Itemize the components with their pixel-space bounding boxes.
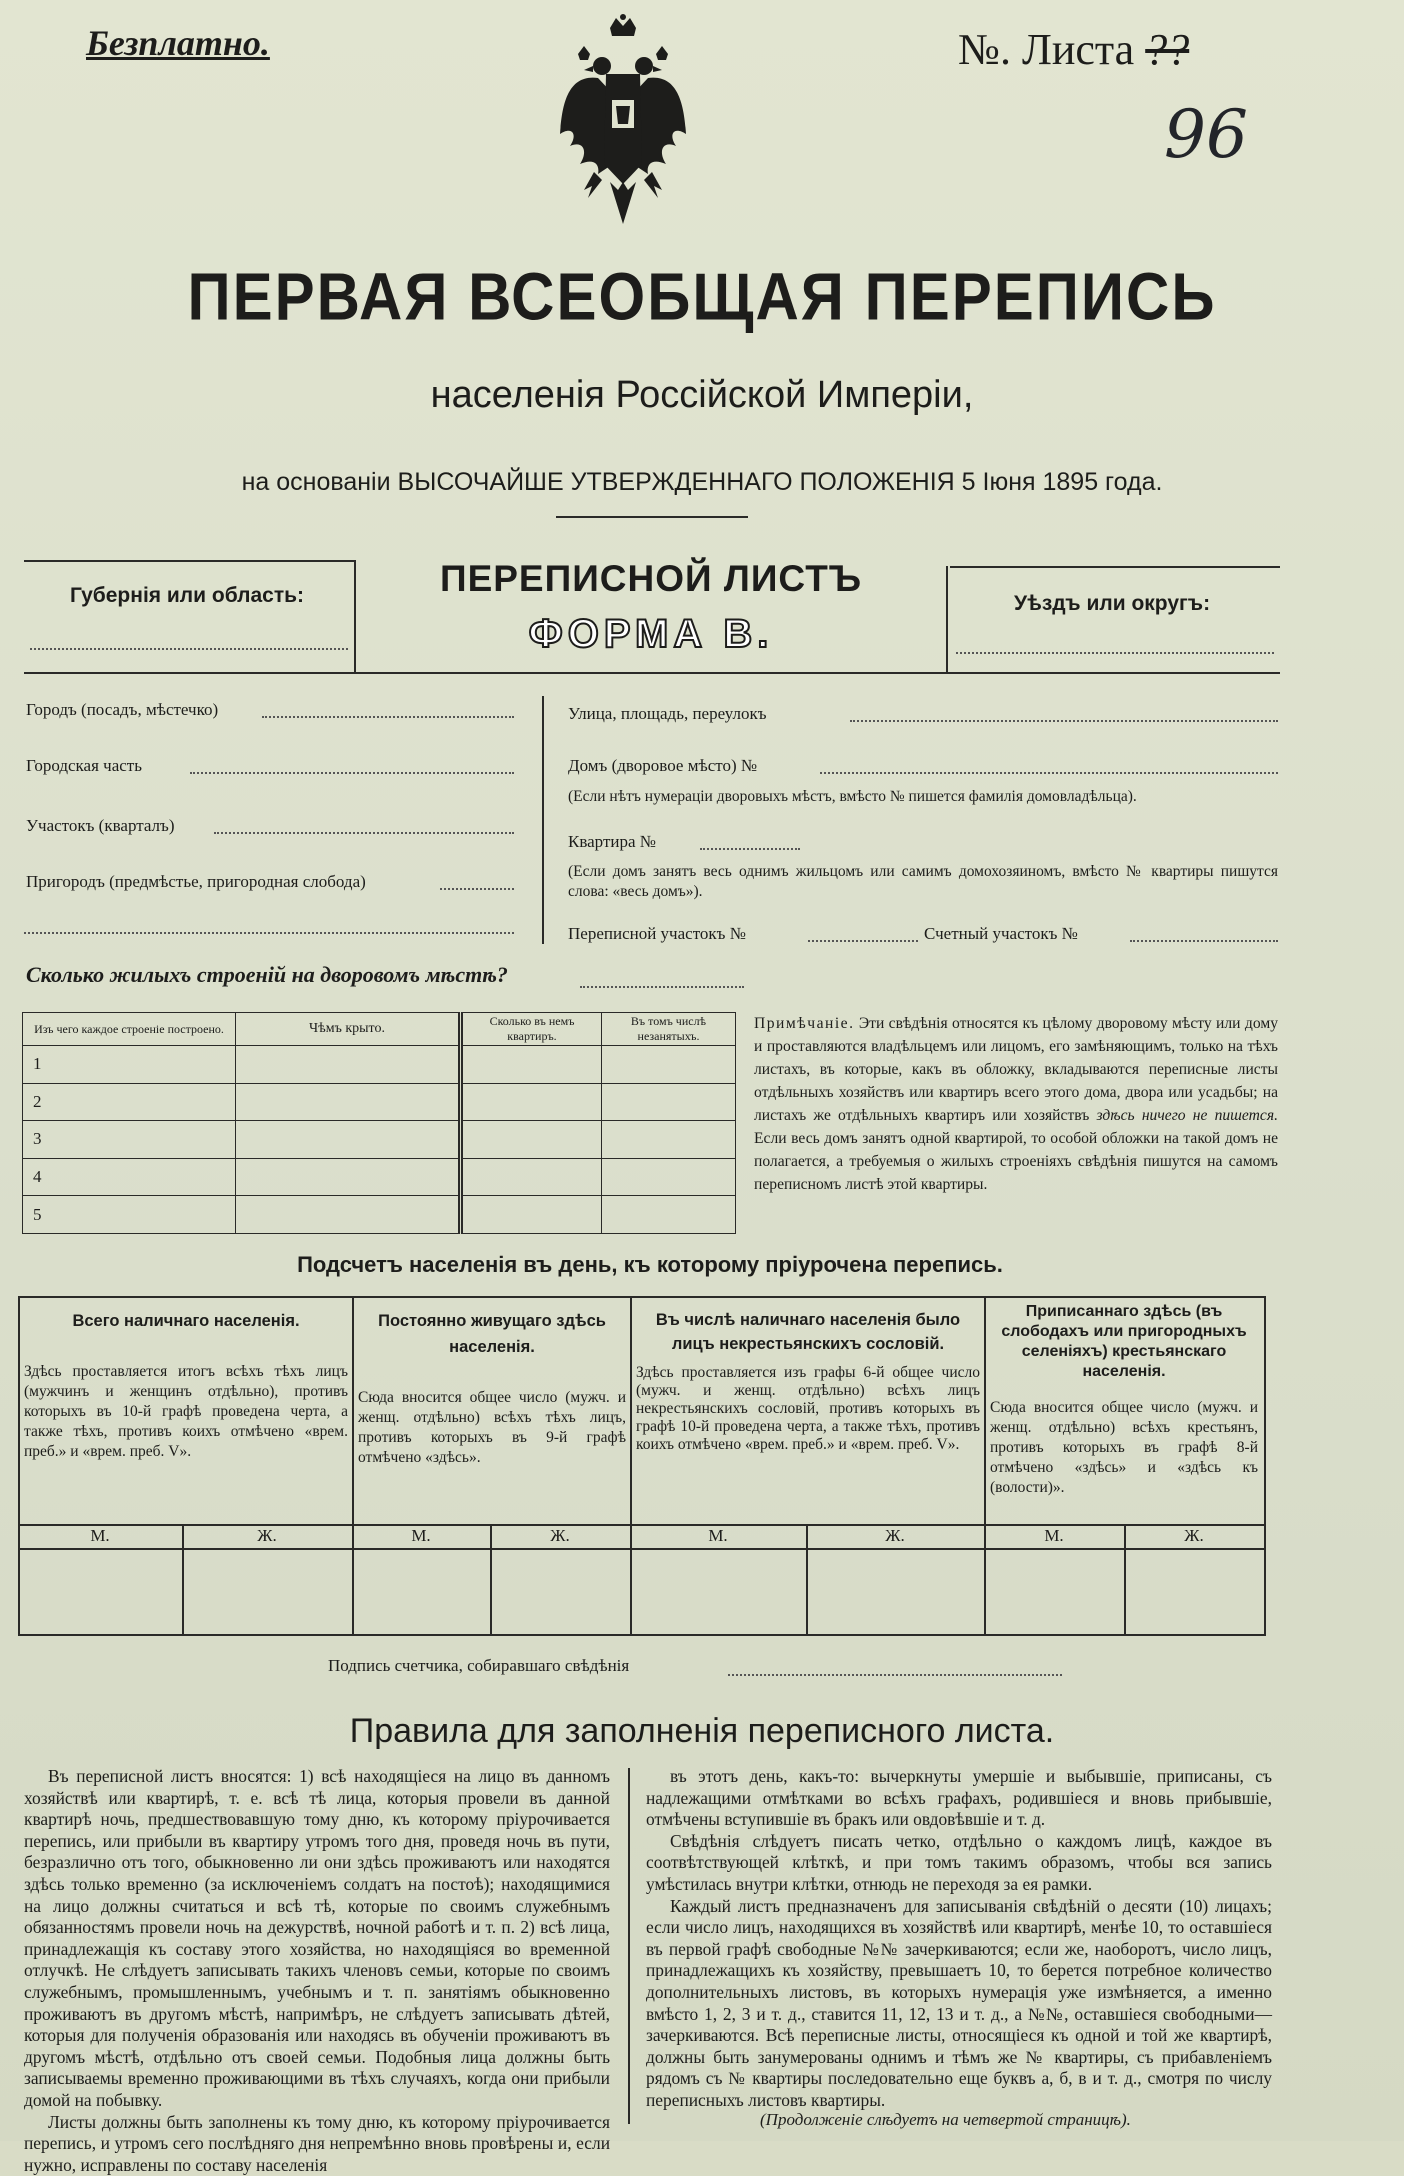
count-col-body: Здѣсь проставляется изъ графы 6-й общее число (мужч. и женщ. отдѣльно) всѣхъ лицъ некрестьянскихъ сословій, противъ которыхъ въ графѣ 10-й проведена черта, а также тѣхъ, противъ коихъ отмѣчено «врем. преб.» и «врем. преб. V».	[636, 1364, 980, 1454]
cell[interactable]	[461, 1046, 602, 1084]
schetny-uchastok-label: Счетный участокъ №	[924, 924, 1078, 944]
count-col-head: Всего наличнаго населенія.	[24, 1308, 348, 1334]
rules-left-column	[24, 1766, 610, 2176]
rules-paragraph: въ этотъ день, какъ-то: вычеркнуты умершіе и выбывшіе, приписаны, съ надлежащими отмѣтками во всѣхъ графахъ, родившіеся и вновь прибывшіе, отмѣчены вступившіе въ бракъ или овдовѣвшіе и т. д.	[646, 1766, 1272, 1831]
count-col-peasant	[990, 1302, 1258, 1508]
zh-label: Ж.	[490, 1526, 630, 1546]
gorod-field[interactable]	[262, 716, 514, 718]
count-col-permanent	[358, 1308, 626, 1508]
zh-label: Ж.	[806, 1526, 984, 1546]
table-row	[23, 1121, 736, 1159]
form-title: ПЕРЕПИСНОЙ ЛИСТЪ	[354, 558, 948, 600]
uezd-field[interactable]	[956, 652, 1274, 654]
m-label: М.	[630, 1526, 806, 1546]
row-number: 5	[23, 1196, 236, 1234]
kvartira-field[interactable]	[700, 848, 800, 850]
dom-note: (Если нѣтъ нумераціи дворовыхъ мѣстъ, вмѣсто № пишется фамилія домовладѣльца).	[568, 788, 1278, 806]
table-row	[23, 1196, 736, 1234]
cell[interactable]	[602, 1158, 736, 1196]
note-text-2: Если весь домъ занятъ одной квартирой, то особой обложки на такой домъ не полагается, а требуемыя о жилыхъ строеніяхъ свѣдѣнія пишутся на самомъ переписномъ листѣ этой квартиры.	[754, 1130, 1278, 1193]
prigorod-label: Пригородъ (предмѣстье, пригородная слобода)	[26, 872, 366, 892]
kvartira-note: (Если домъ занятъ весь однимъ жильцомъ или самимъ домохозяиномъ, вмѣсто № квартиры пишутся слова: «весь домъ»).	[568, 862, 1278, 902]
sheet-number-handwritten: 96	[1164, 96, 1248, 173]
m-label: М.	[352, 1526, 490, 1546]
count-col-body: Сюда вносится общее число (мужч. и женщ. отдѣльно) всѣхъ крестьянъ, противъ которыхъ въ графѣ 8-й отмѣчено «здѣсь» и «здѣсь къ (волости)».	[990, 1398, 1258, 1498]
gorodskaya-chast-field[interactable]	[190, 772, 514, 774]
header-apartments: Сколько въ немъ квартиръ.	[461, 1013, 602, 1046]
cell[interactable]	[461, 1196, 602, 1234]
count-col-body: Здѣсь проставляется итогъ всѣхъ тѣхъ лицъ (мужчинъ и женщинъ отдѣльно), противъ которыхъ въ 10-й графѣ проведена черта, а также тѣхъ, противъ коихъ отмѣчено «врем. преб.» и «врем. преб. V».	[24, 1362, 348, 1462]
note-text-italic: здѣсь ничего не пишется.	[1096, 1107, 1278, 1124]
buildings-header-row	[23, 1013, 736, 1046]
form-letter: ФОРМА В.	[354, 612, 948, 657]
buildings-question-field[interactable]	[580, 986, 744, 988]
gorodskaya-chast-label: Городская часть	[26, 756, 142, 776]
census-subtitle: населенія Россійской Имперіи,	[0, 374, 1404, 417]
cell[interactable]	[461, 1158, 602, 1196]
kvartira-label: Квартира №	[568, 832, 656, 852]
rules-paragraph: Свѣдѣнія слѣдуетъ писать четко, отдѣльно о каждомъ лицѣ, каждое въ соотвѣтствующей клѣткѣ, и при томъ такимъ образомъ, чтобы вся запись умѣстилась внутри клѣтки, отнюдь не переходя за ея рамки.	[646, 1831, 1272, 1896]
table-row	[23, 1083, 736, 1121]
row-number: 2	[23, 1083, 236, 1121]
uchastok-field[interactable]	[214, 832, 514, 834]
uchastok-label: Участокъ (кварталъ)	[26, 816, 175, 836]
dom-label: Домъ (дворовое мѣсто) №	[568, 756, 757, 776]
note	[754, 1012, 1278, 1196]
buildings-table	[22, 1012, 736, 1234]
ulitsa-field[interactable]	[850, 720, 1278, 722]
double-headed-eagle-icon	[558, 14, 688, 238]
perepisnoy-uchastok-field[interactable]	[808, 940, 918, 942]
note-label: Примѣчаніе.	[754, 1015, 855, 1032]
row-number: 1	[23, 1046, 236, 1084]
ulitsa-label: Улица, площадь, переулокъ	[568, 704, 767, 724]
zh-label: Ж.	[1124, 1526, 1264, 1546]
rules-paragraph: Каждый листъ предназначенъ для записыванія свѣдѣній о десяти (10) лицахъ; если число лицъ, находящихся въ хозяйствѣ или квартирѣ, менѣе 10, то оставшіеся въ первой графѣ свободные №№ зачеркиваются; если же, наоборотъ, число лицъ, принадлежащихъ къ хозяйству, превышаетъ 10, то берется потребное количество дополнительныхъ листовъ, въ которыхъ нумерація уже измѣняется, а именно вмѣсто 1, 2, 3 и т. д., ставится 11, 12, 13 и т. д., а №№, оставшіеся свободными—зачеркиваются. Всѣ переписные листы, относящіеся къ одной и той же квартирѣ, должны быть занумерованы однимъ и тѣмъ же № квартиры, съ прибавленіемъ рядомъ съ № квартиры последовательно еще буквъ а, б, в и т. д., смотря по числу переписныхъ листовъ квартиры.	[646, 1896, 1272, 2112]
rules-paragraph: Въ переписной листъ вносятся: 1) всѣ находящіеся на лицо въ данномъ хозяйствѣ или квартирѣ, т. е. всѣ тѣ лица, которыя провели въ данной квартирѣ ночь, предшествовавшую тому дню, къ которому пріурочивается перепись, или прибыли въ квартиру утромъ того дня, проведя ночь въ пути, безразлично отъ того, обыкновенно ли они здѣсь проживаютъ или находятся здѣсь только временно (за исключеніемъ солдатъ на постоѣ); находящимися на лицо должны считаться и всѣ тѣ, которые по своимъ служебнымъ обязанностямъ провели ночь на дежурствѣ, ночной работѣ и т. п. 2) всѣ лица, принадлежащія къ составу этого хозяйства, но находящіяся во временной отлучкѣ. Не слѣдуетъ записывать такихъ членовъ семьи, которые по своимъ служебнымъ, промышленнымъ, учебнымъ и т. п. занятіямъ обыкновенно проживаютъ въ другомъ мѣстѣ, напримѣръ, не слѣдуетъ записывать дѣтей, которыя для полученія образованія или находясь въ обученіи проживаютъ въ другомъ мѣстѣ, отдѣльно отъ своей семьи. Подобныя лица должны быть записываемы временно проживающими въ тѣхъ случаяхъ, когда они прибыли домой на побывку.	[24, 1766, 610, 2112]
zh-label: Ж.	[182, 1526, 352, 1546]
m-label: М.	[18, 1526, 182, 1546]
cell[interactable]	[602, 1196, 736, 1234]
census-title: ПЕРВАЯ ВСЕОБЩАЯ ПЕРЕПИСЬ	[0, 258, 1404, 335]
m-label: М.	[984, 1526, 1124, 1546]
row-number: 3	[23, 1121, 236, 1159]
count-col-total	[24, 1308, 348, 1508]
cell[interactable]	[236, 1121, 461, 1159]
dom-field[interactable]	[820, 772, 1278, 774]
sheet-number-crossed: ??	[1145, 25, 1189, 74]
schetny-uchastok-field[interactable]	[1130, 940, 1278, 942]
count-title: Подсчетъ населенія въ день, къ которому пріурочена перепись.	[0, 1252, 1300, 1278]
prigorod-field[interactable]	[440, 888, 514, 890]
count-col-head: Постоянно живущаго здѣсь населенія.	[358, 1308, 626, 1360]
perepisnoy-uchastok-label: Переписной участокъ №	[568, 924, 746, 944]
sheet-number-label	[958, 24, 1189, 75]
census-basis: на основаніи ВЫСОЧАЙШЕ УТВЕРЖДЕННАГО ПОЛОЖЕНІЯ 5 Іюня 1895 года.	[0, 468, 1404, 497]
signature-label: Подпись счетчика, собиравшаго свѣдѣнія	[328, 1656, 629, 1676]
header-vacant: Въ томъ числѣ незанятыхъ.	[602, 1013, 736, 1046]
gubernia-field[interactable]	[30, 648, 348, 650]
rules-continuation: (Продолженіе слѣдуетъ на четвертой страницѣ).	[760, 2110, 1131, 2130]
cell[interactable]	[602, 1121, 736, 1159]
count-col-head: Въ числѣ наличнаго населенія было лицъ некрестьянскихъ сословій.	[636, 1308, 980, 1356]
title-divider	[556, 516, 748, 518]
cell[interactable]	[461, 1083, 602, 1121]
cell[interactable]	[602, 1046, 736, 1084]
cell[interactable]	[236, 1196, 461, 1234]
count-col-head: Приписаннаго здѣсь (въ слободахъ или пригородныхъ селеніяхъ) крестьянскаго населенія.	[990, 1302, 1258, 1382]
rules-paragraph: Листы должны быть заполнены къ тому дню, къ которому пріурочивается перепись, и утромъ сего послѣдняго дня непремѣнно вновь провѣрены и, если нужно, исправлены по составу населенія	[24, 2112, 610, 2176]
header-roof: Чѣмъ крыто.	[236, 1013, 461, 1046]
prigorod-field-2[interactable]	[24, 932, 514, 934]
cell[interactable]	[461, 1121, 602, 1159]
header-material: Изъ чего каждое строеніе построено.	[23, 1013, 236, 1046]
rules-title: Правила для заполненія переписного листа.	[0, 1712, 1404, 1751]
table-row	[23, 1158, 736, 1196]
cell[interactable]	[236, 1046, 461, 1084]
rules-divider	[628, 1768, 630, 2124]
address-divider	[542, 696, 544, 944]
uezd-label: Уѣздъ или округъ:	[1014, 592, 1210, 616]
gorod-label: Городъ (посадъ, мѣстечко)	[26, 700, 218, 720]
cell[interactable]	[602, 1083, 736, 1121]
cell[interactable]	[236, 1083, 461, 1121]
gubernia-label: Губернія или область:	[70, 584, 304, 608]
table-row	[23, 1046, 736, 1084]
count-col-non-peasant	[636, 1308, 980, 1508]
free-label: Безплатно.	[86, 22, 270, 64]
buildings-question: Сколько жилыхъ строеній на дворовомъ мѣстѣ?	[26, 962, 508, 988]
row-number: 4	[23, 1158, 236, 1196]
count-col-body: Сюда вносится общее число (мужч. и женщ. отдѣльно) всѣхъ тѣхъ лицъ, противъ которыхъ въ 9-й графѣ отмѣчено «здѣсь».	[358, 1388, 626, 1468]
sheet-number-text: №. Листа	[958, 25, 1134, 74]
cell[interactable]	[236, 1158, 461, 1196]
rules-right-column	[646, 1766, 1272, 2112]
note-text-1: Эти свѣдѣнія относятся къ цѣлому дворовому мѣсту или дому и проставляются владѣльцемъ или лицомъ, его замѣняющимъ, только на тѣхъ листахъ, въ которые, какъ въ обложку, вкладываются переписные листы отдѣльныхъ хозяйствъ или квартиръ всего этого дома, двора или усадьбы; на листахъ же отдѣльныхъ квартиръ или хозяйствъ	[754, 1015, 1278, 1124]
signature-field[interactable]	[728, 1674, 1062, 1676]
